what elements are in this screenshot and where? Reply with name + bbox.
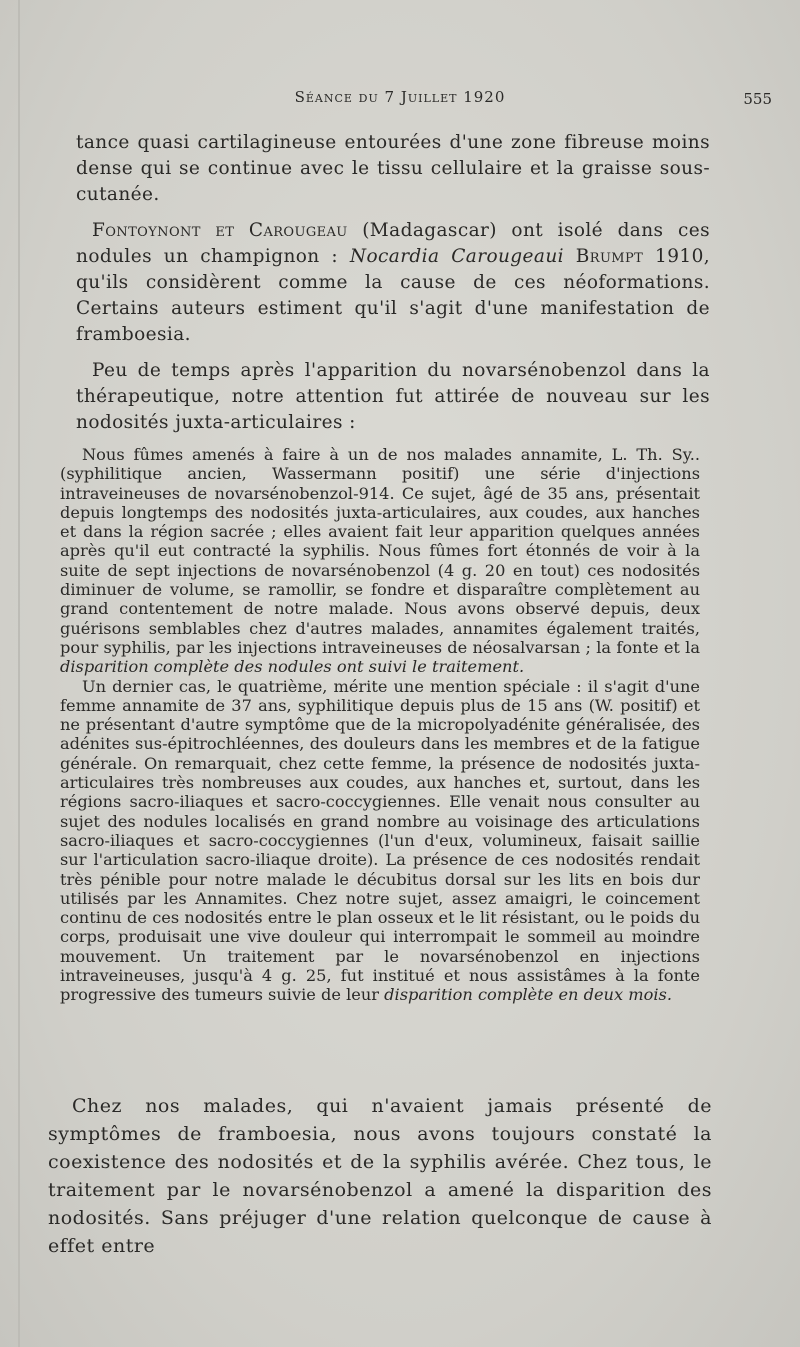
case-reports bbox=[60, 445, 700, 1005]
paragraph-2-text-a: (Madagascar) ont isolé dans ces nodules un champignon : bbox=[76, 220, 710, 267]
page-number: 555 bbox=[743, 90, 772, 108]
paragraph-2 bbox=[76, 218, 710, 348]
paragraph-2-text-b: 1910, qu'ils considèrent comme la cause de ces néoformations. Certains auteurs estiment qu'il s'agit d'une manifestation de framboesia. bbox=[76, 246, 711, 345]
author-names: Fontoynont et Carougeau bbox=[92, 220, 348, 241]
paragraph-4: Chez nos malades, qui n'avaient jamais présenté de symptômes de framboesia, nous avons toujours constaté la coexistence des nodosités et de la syphilis avérée. Chez tous, le traitement par le novarsénobenzol a amené la disparition des nodosités. Sans préjuger d'une relation quelconque de cause à effet entre bbox=[48, 1095, 712, 1257]
case-report-2-italic: disparition complète en deux mois. bbox=[384, 985, 672, 1005]
page-header bbox=[0, 88, 800, 112]
paragraph-3: Peu de temps après l'apparition du novarsénobenzol dans la thérapeutique, notre attention fut attirée de nouveau sur les nodosités juxta-articulaires : bbox=[76, 360, 710, 433]
concluding-paragraph bbox=[48, 1092, 712, 1260]
page-edge bbox=[18, 0, 20, 1347]
paragraph-1: tance quasi cartilagineuse entourées d'une zone fibreuse moins dense qui se continue avec le tissu cellulaire et la graisse sous-cutanée. bbox=[76, 132, 710, 205]
case-report-1 bbox=[60, 445, 700, 677]
case-report-2 bbox=[60, 677, 700, 1005]
body-section-top bbox=[76, 130, 710, 436]
case-report-1-italic: disparition complète des nodules ont suivi le traitement. bbox=[60, 657, 525, 677]
case-report-1-text: Nous fûmes amenés à faire à un de nos malades annamite, L. Th. Sy.. (syphilitique ancien, Wassermann positif) une série d'injections intraveineuses de novarsénobenzol-914. Ce sujet, âgé de 35 ans, présentait depuis longtemps des nodosités juxta-articulaires, aux coudes, aux hanches et dans la région sacrée ; elles avaient fait leur apparition quelques années après qu'il eut contracté la syphilis. Nous fûmes fort étonnés de voir à la suite de sept injections de novarsénobenzol (4 g. 20 en tout) ces nodosités diminuer de volume, se ramollir, se fondre et disparaître complètement au grand contentement de notre malade. Nous avons observé depuis, deux guérisons semblables chez d'autres malades, annamites également traités, pour syphilis, par les injections intraveineuses de néosalvarsan ; la fonte et la bbox=[60, 445, 700, 657]
case-report-2-text: Un dernier cas, le quatrième, mérite une mention spéciale : il s'agit d'une femme annamite de 37 ans, syphilitique depuis plus de 15 ans (W. positif) et ne présentant d'autre symptôme que de la micropolyadénite généralisée, des adénites sus-épitrochléennes, des douleurs dans les membres et de la fatigue générale. On remarquait, chez cette femme, la présence de nodosités juxta-articulaires très nombreuses aux coudes, aux hanches et, surtout, dans les régions sacro-iliaques et sacro-coccygiennes. Elle venait nous consulter au sujet des nodules localisés en grand nombre au voisinage des articulations sacro-iliaques et sacro-coccygiennes (l'un d'eux, volumineux, faisait saillie sur l'articulation sacro-iliaque droite). La présence de ces nodosités rendait très pénible pour notre malade le décubitus dorsal sur les lits en bois dur utilisés par les Annamites. Chez notre sujet, assez amaigri, le coincement continu de ces nodosités entre le plan osseux et le lit résistant, ou le poids du corps, produisait une vive douleur qui interrompait le sommeil au moindre mouvement. Un traitement par le novarsénobenzol en injections intraveineuses, jusqu'à 4 g. 25, fut institué et nous assistâmes à la fonte progressive des tumeurs suivie de leur bbox=[60, 676, 700, 1005]
species-authority: Brumpt bbox=[563, 246, 644, 267]
running-title: Séance du 7 Juillet 1920 bbox=[294, 88, 506, 106]
species-name: Nocardia Carougeaui bbox=[349, 246, 564, 267]
